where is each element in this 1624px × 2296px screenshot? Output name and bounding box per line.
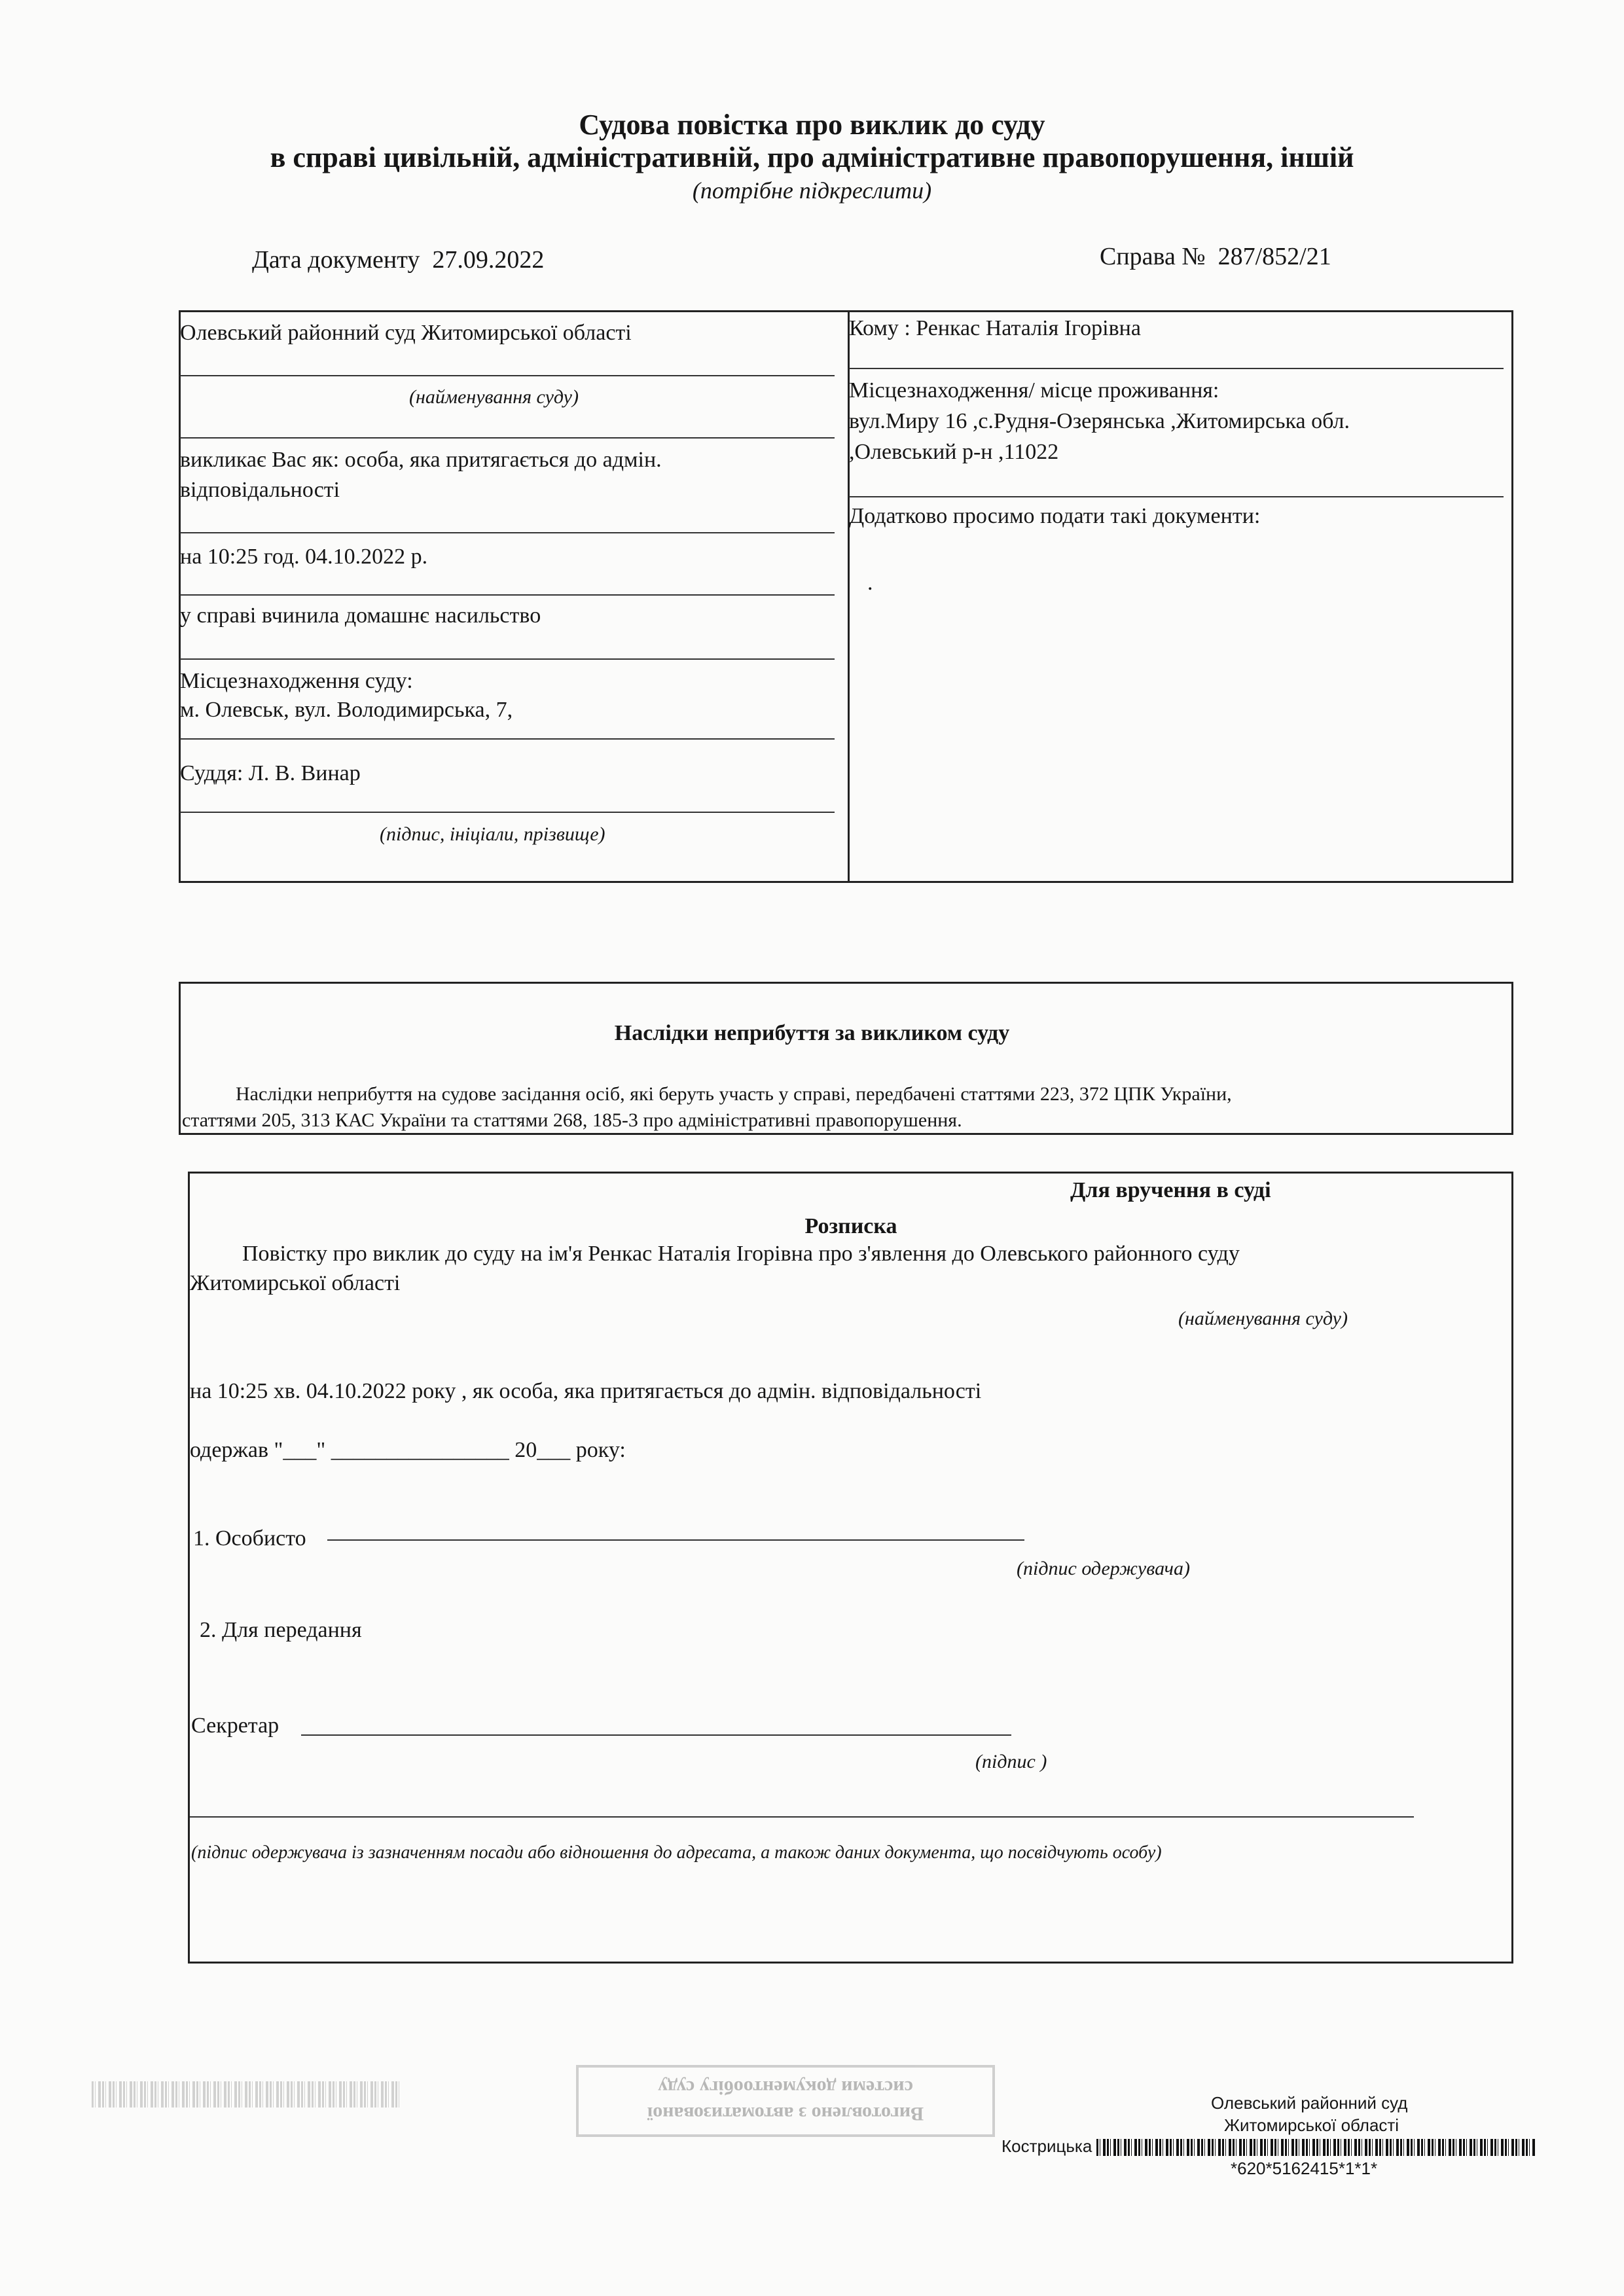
recipient-underline [849, 368, 1504, 369]
case-value: 287/852/21 [1218, 243, 1331, 270]
footer-signature-line[interactable] [190, 1816, 1414, 1818]
barcode-text: *620*5162415*1*1* [1231, 2159, 1378, 2178]
personally-label: 1. Особисто [193, 1526, 306, 1551]
court-location-value: м. Олевськ, вул. Володимирська, 7, [180, 698, 513, 722]
for-court-delivery: Для вручення в суді [1070, 1178, 1271, 1202]
clerk-name: Кострицька [1001, 2136, 1092, 2156]
bleed-stamp-line-1: Виготовлено з автоматизованої [647, 2103, 924, 2125]
date-value: 27.09.2022 [432, 246, 545, 274]
hearing-time: на 10:25 год. 04.10.2022 р. [180, 545, 428, 569]
receipt-court-caption: (найменування суду) [1178, 1308, 1348, 1329]
recipient-name: Кому : Ренкас Наталія Ігорівна [849, 316, 1141, 340]
receipt-title: Розписка [804, 1214, 897, 1238]
address-underline [849, 496, 1504, 497]
receipt-line-2: Житомирської області [190, 1271, 401, 1295]
date-label: Дата документу [252, 246, 420, 274]
secretary-signature-line[interactable] [301, 1734, 1011, 1736]
bleed-through-barcode [92, 2081, 399, 2108]
receipt-line-1: Повістку про виклик до суду на ім'я Ренкас Наталія Ігорівна про з'явлення до Олевського районного суду [242, 1242, 1240, 1266]
bleed-through-stamp [576, 2065, 995, 2137]
consequences-title: Наслідки неприбуття за викликом суду [614, 1021, 1010, 1045]
consequences-text-2: статтями 205, 313 КАС України та статтями 268, 185-3 про адміністративні правопорушення. [182, 1109, 962, 1131]
secretary-label: Секретар [191, 1713, 280, 1738]
judge-caption: (підпис, ініціали, прізвище) [380, 823, 605, 845]
footer-signature-caption: (підпис одержувача із зазначенням посади або відношення до адресата, а також даних документа, що посвідчують особу) [191, 1842, 1162, 1863]
judge-underline [180, 812, 835, 813]
document-subtitle: в справі цивільній, адміністративній, про адміністративне правопорушення, іншій [270, 141, 1354, 173]
secretary-caption: (підпис ) [975, 1751, 1047, 1772]
address-line-2: ,Олевський р-н ,11022 [849, 440, 1059, 464]
summons-as-line-2: відповідальності [180, 478, 340, 502]
extra-docs-value: . [867, 571, 873, 595]
summons-box [179, 310, 1513, 883]
bleed-stamp-line-2: системи документообігу суду [658, 2077, 913, 2098]
receipt-time-line: на 10:25 хв. 04.10.2022 року , як особа, яка притягається до адмін. відповідальності [190, 1379, 982, 1403]
extra-docs-label: Додатково просимо подати такі документи: [849, 504, 1261, 528]
hearing-time-underline [180, 594, 835, 596]
personally-caption: (підпис одержувача) [1017, 1558, 1190, 1579]
document-date [252, 245, 544, 274]
received-date-line: одержав "___" ________________ 20___ року: [190, 1438, 626, 1462]
summons-as-line-1: викликає Вас як: особа, яка притягається до адмін. [180, 448, 662, 472]
case-subject: у справі вчинила домашнє насильство [180, 603, 541, 628]
case-subject-underline [180, 658, 835, 660]
address-line-1: вул.Миру 16 ,с.Рудня-Озерянська ,Житомирська обл. [849, 409, 1350, 433]
court-name-caption: (найменування суду) [409, 386, 579, 408]
footer-court-name-2: Житомирської області [1224, 2115, 1399, 2135]
case-label: Справа № [1100, 243, 1206, 270]
judge-name: Суддя: Л. В. Винар [180, 761, 361, 785]
transfer-label: 2. Для передання [200, 1618, 362, 1642]
summons-as-underline [180, 532, 835, 533]
case-number [1100, 242, 1331, 271]
residence-label: Місцезнаходження/ місце проживання: [849, 378, 1219, 403]
consequences-text-1: Наслідки неприбуття на судове засідання осіб, які беруть участь у справі, передбачені статтями 223, 372 ЦПК України, [236, 1083, 1232, 1105]
personally-signature-line[interactable] [327, 1539, 1024, 1541]
footer-court-name-1: Олевський районний суд [1211, 2093, 1408, 2113]
court-location-underline [180, 738, 835, 740]
underline-note: (потрібне підкреслити) [692, 177, 932, 204]
court-location-label: Місцезнаходження суду: [180, 669, 413, 693]
court-name-line [180, 375, 835, 376]
document-barcode [1096, 2139, 1535, 2156]
document-title: Судова повістка про виклик до суду [579, 109, 1045, 141]
court-name: Олевський районний суд Житомирської області [180, 321, 632, 345]
court-caption-line [180, 437, 835, 439]
